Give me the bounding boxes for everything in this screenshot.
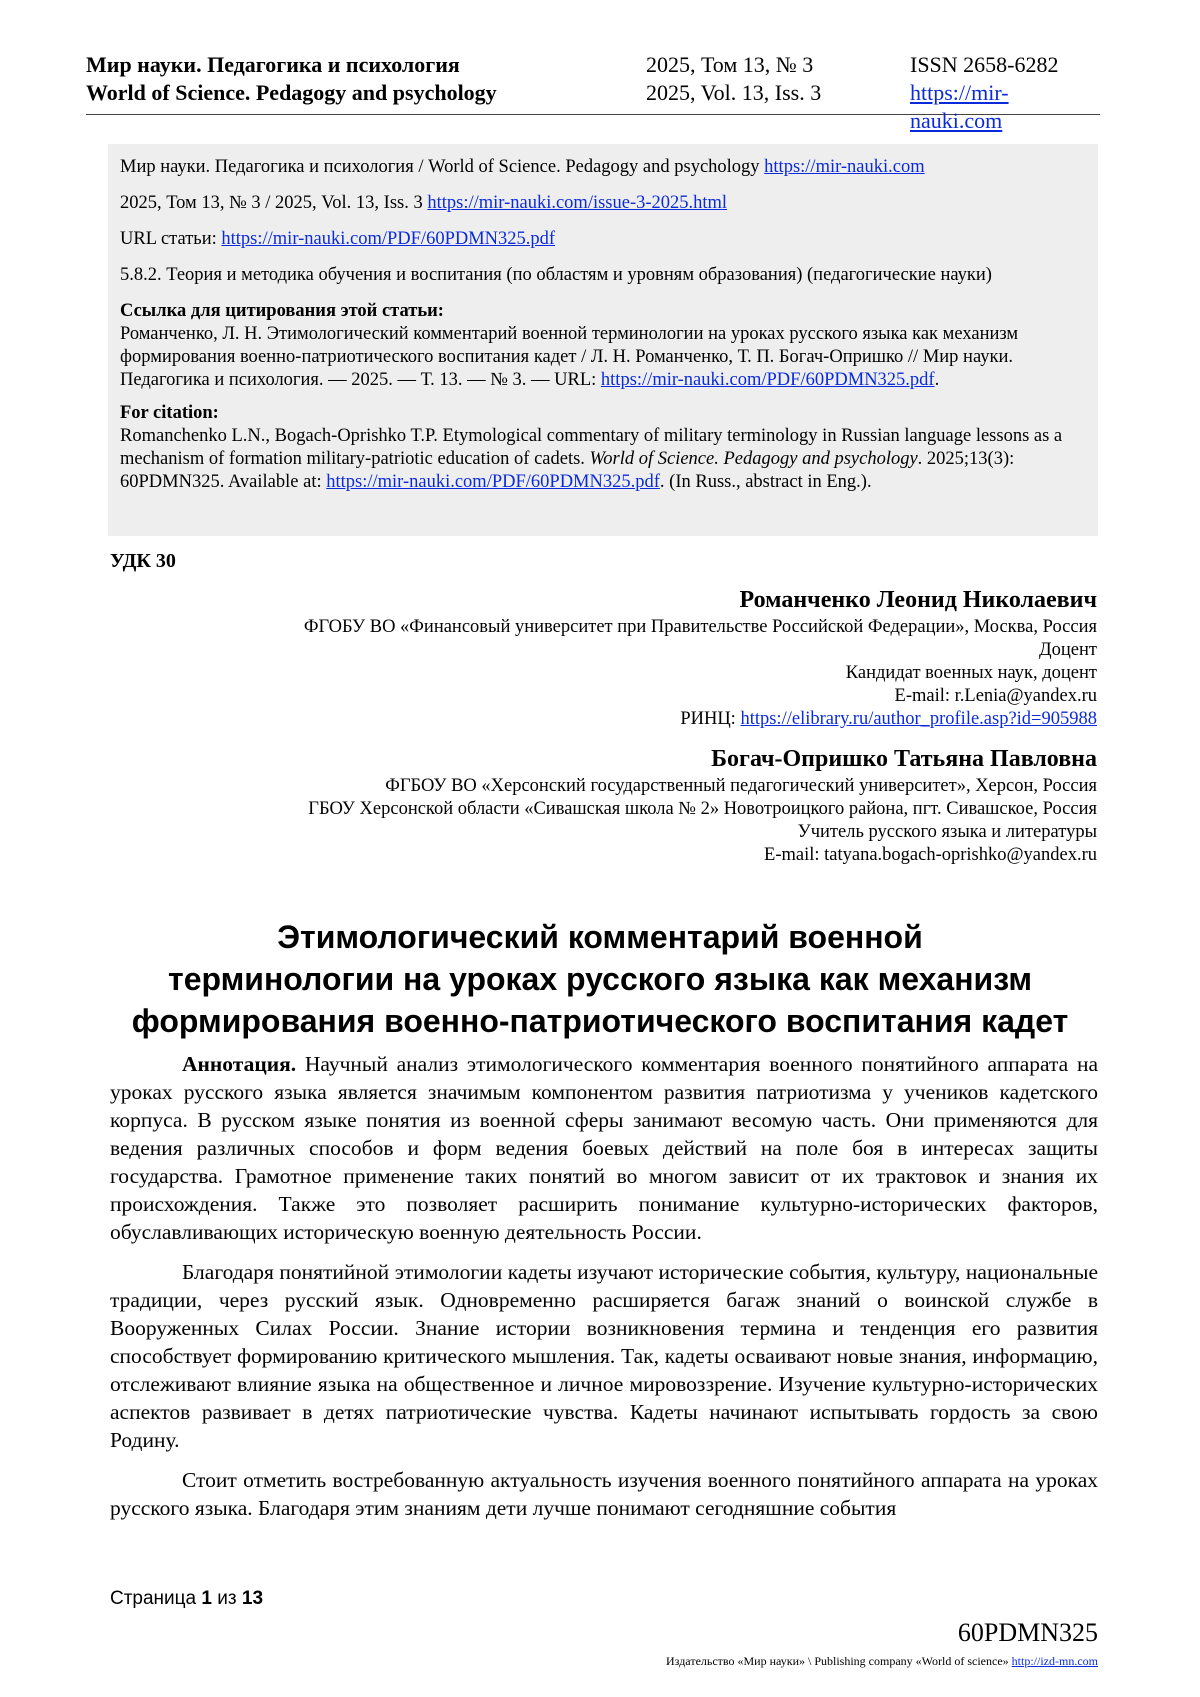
abstract-label: Аннотация. [182, 1052, 297, 1076]
author-2-position: Учитель русского языка и литературы [797, 822, 1097, 842]
authors-block [97, 584, 1097, 879]
body-paragraph-3: Стоит отметить востребованную актуальность изучения военного понятийного аппарата на уроках русского языка. Благодаря этим знаниям дети лучше понимают сегодняшние события [110, 1468, 1098, 1520]
author-1-degree: Кандидат военных наук, доцент [845, 663, 1097, 683]
author-2-email: E-mail: tatyana.bogach-oprishko@yandex.ru [764, 845, 1097, 865]
journal-site-link[interactable]: https://mir-nauki.com [910, 80, 1009, 133]
body-paragraph-2: Благодаря понятийной этимологии кадеты изучают исторические события, культуру, национальные традиции, через русский язык. Одновременно расширяется багаж знаний о воинской службе в Вооруженных Силах России. Знание истории возникновения термина и тенденция его развития способствует формированию критического мышления. Так, кадеты осваивают новые знания, информацию, отслеживают влияние языка на общественное и личное мировоззрение. Изучение культурно-исторических аспектов развивает в детях патриотические чувства. Кадеты начинают испытывать гордость за свою Родину. [110, 1260, 1098, 1452]
citation-ru-link[interactable]: https://mir-nauki.com/PDF/60PDMN325.pdf [600, 370, 935, 390]
author-1-name: Романченко Леонид Николаевич [739, 587, 1097, 613]
citation-en-title: For citation: [120, 403, 219, 423]
author-1-affiliation: ФГОБУ ВО «Финансовый университет при Правительстве Российской Федерации», Москва, Россия [303, 617, 1097, 637]
article-body [110, 1050, 1098, 1534]
author-2-affiliation-1: ФГБОУ ВО «Херсонский государственный педагогический университет», Херсон, Россия [385, 776, 1097, 796]
author-2-name: Богач-Опришко Татьяна Павловна [711, 746, 1097, 772]
author-1-email: E-mail: r.Lenia@yandex.ru [894, 686, 1097, 706]
author-1-position: Доцент [1039, 640, 1097, 660]
journal-header [86, 48, 1100, 133]
author-1 [97, 584, 1097, 731]
specialty-line: 5.8.2. Теория и методика обучения и воспитания (по областям и уровням образования) (педагогические науки) [120, 265, 992, 285]
udk-code: УДК 30 [110, 550, 176, 572]
publisher-line: Издательство «Мир науки» \ Publishing company «World of science» http://izd-mn.com [666, 1654, 1098, 1668]
journal-link[interactable]: https://mir-nauki.com [764, 157, 925, 177]
author-2 [97, 743, 1097, 867]
citation-en: Romanchenko L.N., Bogach-Oprishko T.P. Etymological commentary of military terminology in Russian language lessons as a mechanism of formation military-patriotic education of cadets. World of Science. Pedagogy and psychology. 2025;13(3): 60PDMN325. Available at: https://mir-nauki.com/PDF/60PDMN325.pdf. (In Russ., abstract in Eng.). [120, 426, 1063, 492]
article-code: 60PDMN325 [957, 1618, 1098, 1647]
author-1-rinc-link[interactable]: https://elibrary.ru/author_profile.asp?id=905988 [740, 709, 1097, 729]
author-2-affiliation-2: ГБОУ Херсонской области «Сивашская школа № 2» Новотроицкого района, пгт. Сивашское, Россия [308, 799, 1097, 819]
url-line: URL статьи: https://mir-nauki.com/PDF/60PDMN325.pdf [120, 229, 556, 249]
article-info-box [108, 144, 1098, 536]
issue-en: 2025, Vol. 13, Iss. 3 [646, 80, 822, 105]
issue-line: 2025, Том 13, № 3 / 2025, Vol. 13, Iss. 3 https://mir-nauki.com/issue-3-2025.html [120, 193, 728, 213]
citation-ru-title: Ссылка для цитирования этой статьи: [120, 301, 444, 321]
issn: ISSN 2658-6282 [910, 52, 1059, 77]
journal-title-en: World of Science. Pedagogy and psychology [86, 80, 497, 105]
journal-title-ru: Мир науки. Педагогика и психология [86, 52, 460, 77]
citation-ru: Романченко, Л. Н. Этимологический комментарий военной терминологии на уроках русского языка как механизм формирования военно-патриотического воспитания кадет / Л. Н. Романченко, Т. П. Богач-Опришко // Мир науки. Педагогика и психология. — 2025. — Т. 13. — № 3. — URL: https://mir-nauki.com/PDF/60PDMN325.pdf. [120, 324, 1019, 390]
citation-en-link[interactable]: https://mir-nauki.com/PDF/60PDMN325.pdf [326, 472, 660, 492]
issue-link[interactable]: https://mir-nauki.com/issue-3-2025.html [427, 193, 728, 213]
article-pdf-link[interactable]: https://mir-nauki.com/PDF/60PDMN325.pdf [221, 229, 556, 249]
author-1-rinc: РИНЦ: https://elibrary.ru/author_profile.asp?id=905988 [680, 709, 1097, 729]
journal-line: Мир науки. Педагогика и психология / World of Science. Pedagogy and psychology https://mir-nauki.com [120, 157, 925, 177]
article-title: Этимологический комментарий военной терминологии на уроках русского языка как механизм формирования военно-патриотического воспитания кадет [131, 919, 1069, 1039]
page-number: Страница 1 из 13 [110, 1588, 264, 1609]
abstract-paragraph: Аннотация. Научный анализ этимологического комментария военного понятийного аппарата на уроках русского языка является значимым компонентом развития патриотизма у учеников кадетского корпуса. В русском языке понятия из военной сферы занимают весомую часть. Они применяются для ведения различных способов и форм ведения боевых действий на поле боя в интересах защиты государства. Грамотное применение таких понятий во многом зависит от их трактовок и знания их происхождения. Также это позволяет расширить понимание культурно-исторических факторов, обуславливающих историческую военную деятельность России. [110, 1052, 1098, 1244]
issue-ru: 2025, Том 13, № 3 [646, 52, 814, 77]
publisher-link[interactable]: http://izd-mn.com [1011, 1654, 1098, 1668]
